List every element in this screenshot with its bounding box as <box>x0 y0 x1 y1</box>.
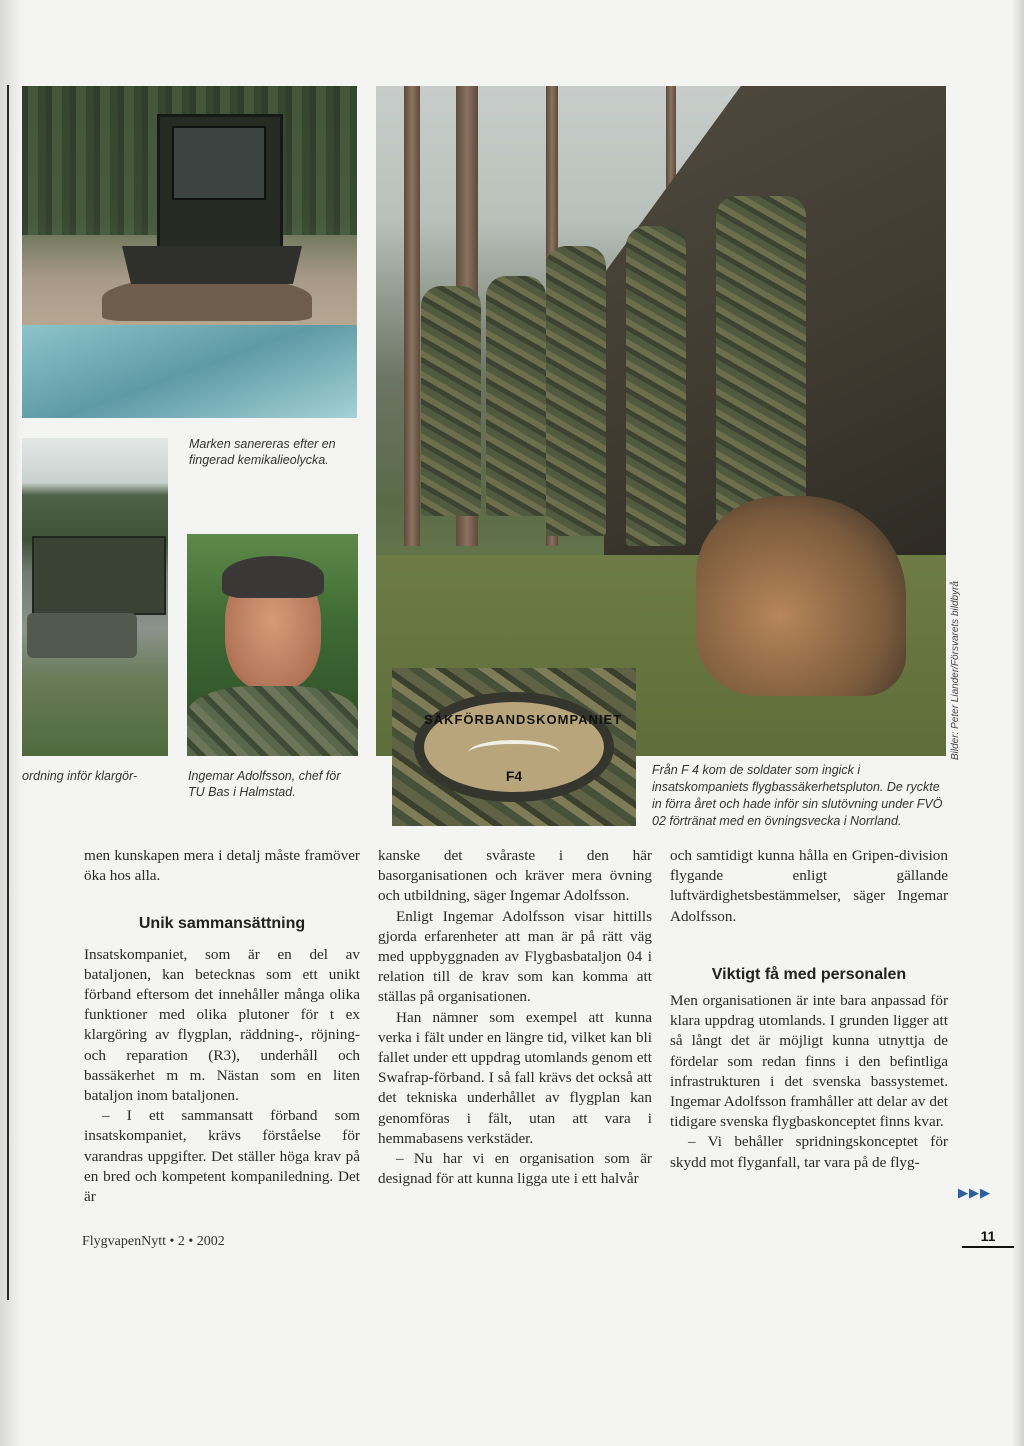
tractor-caption: Marken sanereras efter en fingerad kemikalieolycka. <box>189 437 336 467</box>
tractor-photo <box>22 86 357 418</box>
text-column-2 <box>378 846 652 1189</box>
soldier <box>626 226 686 546</box>
paragraph: Men organisationen är inte bara anpassad för klara uppdrag utomlands. I grunden ligger att så långt det är möjligt kunna utnyttja de fördelar som redan finns i den befintliga infrastrukturen i det svenska bassystemet. Ingemar Adolfsson framhåller att delar av det tidigare svenska flygbaskonceptet finns kvar. <box>670 992 948 1131</box>
text-column-1 <box>84 846 360 1207</box>
paragraph: – I ett sammansatt förband som insatskompaniet, krävs förståelse för varandras uppgifter. Det ställer höga krav på en bred och kompetent kompaniledning. Det är <box>84 1107 360 1206</box>
paragraph: kanske det svåraste i den här basorganisationen och kräver mera övning och utbildning, säger Ingemar Adolfsson. <box>378 847 652 905</box>
portrait-uniform <box>187 686 358 756</box>
page-number: 11 <box>962 1228 1014 1248</box>
soldier <box>486 276 546 516</box>
portrait-hair <box>222 556 324 598</box>
page-gutter-shadow <box>0 0 22 1446</box>
paragraph: – Vi behåller spridningskonceptet för skydd mot flyganfall, tar vara på de flyg- <box>670 1133 948 1171</box>
unit-patch <box>414 692 623 802</box>
tree-trunk <box>404 86 420 546</box>
tractor-bucket <box>122 246 302 284</box>
camp-photo <box>22 438 168 756</box>
patch-text: SÄKFÖRBANDSKOMPANIET <box>424 712 623 727</box>
wings-emblem <box>468 740 560 766</box>
soldiers-caption: Från F 4 kom de soldater som ingick i insatskompaniets flygbassäkerhetspluton. De ryckte in förra året och hade inför sin slutövning under FVÖ 02 förtränat med en övningsvecka i Norrland. <box>652 763 943 828</box>
covered-equipment <box>27 613 137 658</box>
publication-footer: FlygvapenNytt • 2 • 2002 <box>82 1234 225 1249</box>
paragraph: Insatskompaniet, som är en del av bataljonen, kan betecknas som ett unikt förband eftersom det innehåller många olika funktioner med olika plutoner för t ex klargöring av flygplan, räddning-, röjning- och reparation (R3), underhåll och bassäkerhet m m. Nästan som en liten bataljon inom bataljonen. <box>84 945 360 1105</box>
patch-code: F4 <box>505 768 523 784</box>
soldier <box>546 246 606 536</box>
military-vehicle <box>32 536 166 615</box>
paragraph: men kunskapen mera i detalj måste framöver öka hos alla. <box>84 847 360 885</box>
soldier <box>421 286 481 516</box>
camp-caption: ordning inför klargör- <box>22 769 138 783</box>
portrait-caption: Ingemar Adolfsson, chef för TU Bas i Halmstad. <box>188 769 341 799</box>
tractor-cab <box>172 126 266 200</box>
continue-arrows-icon: ▶▶▶ <box>958 1186 991 1201</box>
blue-tarp <box>22 325 357 418</box>
photo-credit: Bilder: Peter Liander/Försvarets bildbyrå <box>950 581 961 760</box>
portrait-photo <box>187 534 358 756</box>
paragraph: Han nämner som exempel att kunna verka i fält under en längre tid, vilket kan bli fallet under ett uppdrag utomlands genom ett Swafrap-förband. I så fall krävs det också att det tekniska underhållet av flygplan kan genomföras i fält, utan att vara i hemmabasens verkstäder. <box>378 1008 652 1147</box>
german-shepherd-dog <box>696 496 906 696</box>
paragraph: och samtidigt kunna hålla en Gripen-division flygande enligt gällande luftvärdighetsbestämmelser, säger Ingemar Adolfsson. <box>670 847 948 925</box>
paragraph: – Nu har vi en organisation som är designad för att kunna ligga ute i ett halvår <box>378 1150 652 1188</box>
section-heading: Unik sammansättning <box>138 915 306 933</box>
unit-patch-photo <box>392 668 636 826</box>
paragraph: Enligt Ingemar Adolfsson visar hittills gjorda erfarenheter att man är på rätt väg med uppbyggnaden av Flygbasbataljon 04 i relation till de krav som kan komma att ställas på organisationen. <box>378 907 652 1006</box>
text-column-3 <box>670 846 948 1173</box>
binding-line <box>7 85 9 1300</box>
section-heading: Viktigt få med personalen <box>711 965 907 983</box>
soldiers-photo <box>376 86 946 756</box>
